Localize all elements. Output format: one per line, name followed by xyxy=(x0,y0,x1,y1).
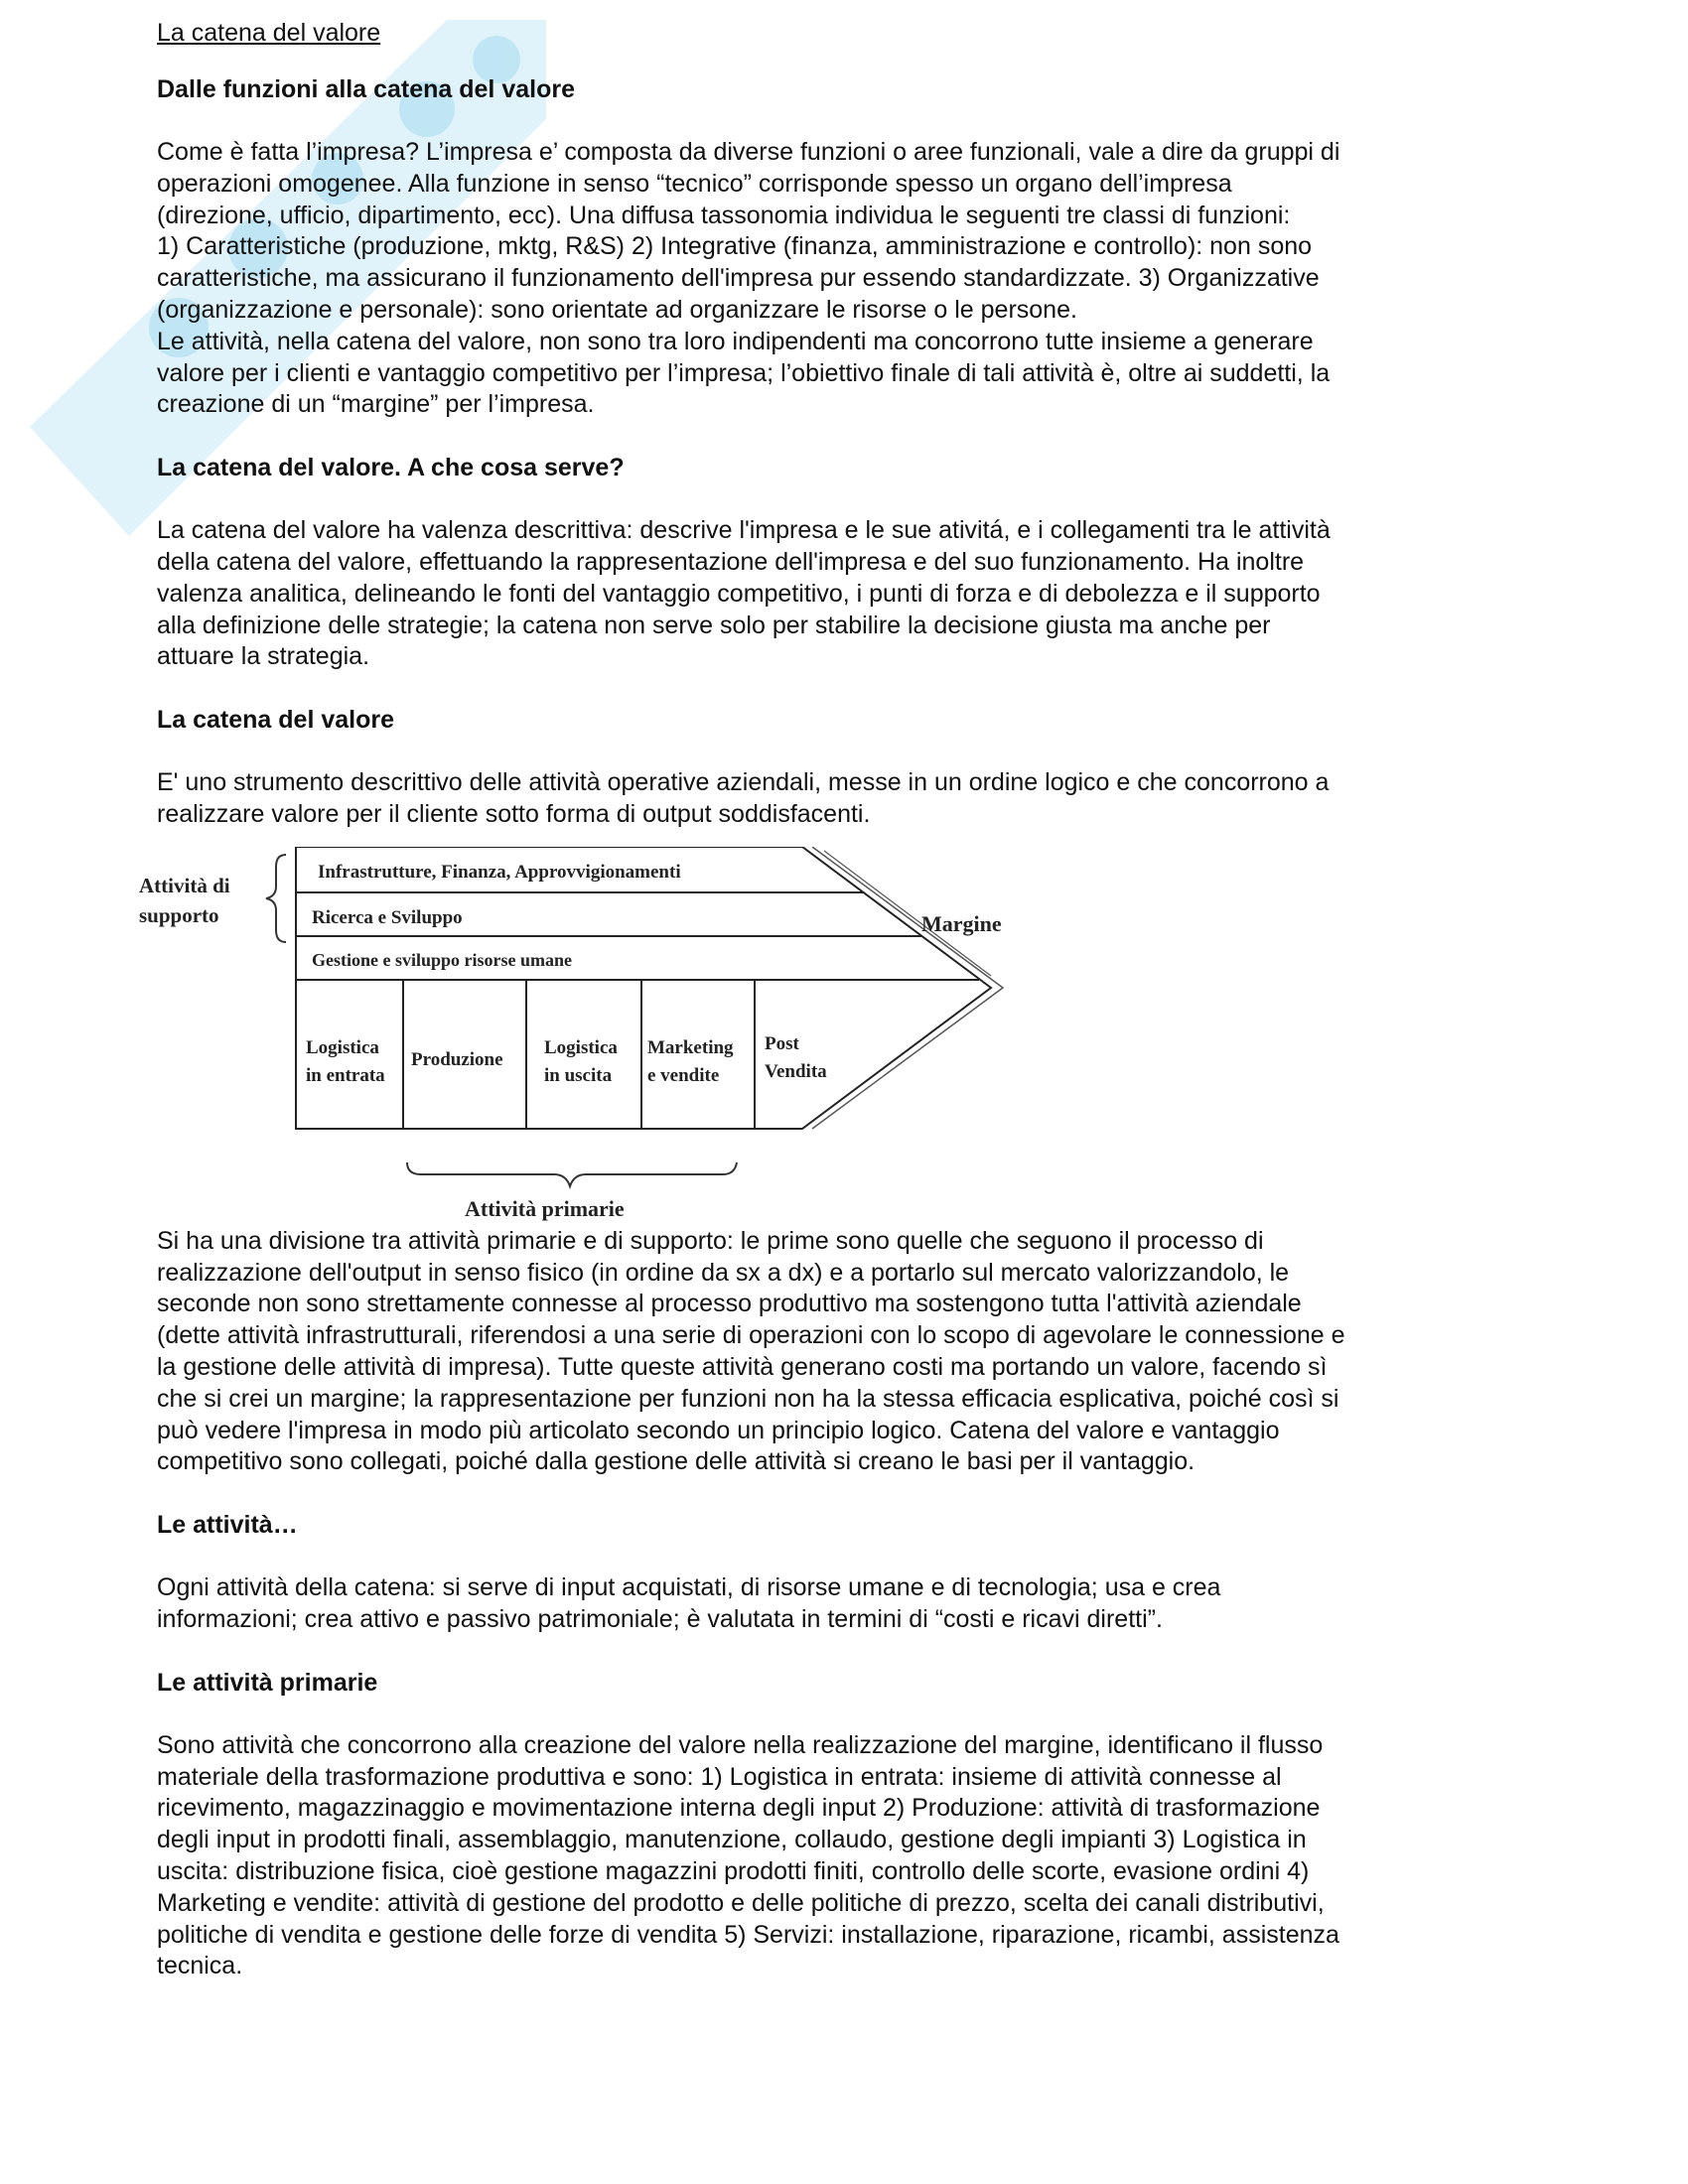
section-heading: La catena del valore xyxy=(157,706,395,735)
document-page xyxy=(139,18,1487,2014)
section-heading: Le attività primarie xyxy=(157,1668,378,1697)
primary-activity-label: in entrata xyxy=(306,1064,385,1086)
section-heading: Dalle funzioni alla catena del valore xyxy=(157,75,575,103)
primary-activity-label: Logistica xyxy=(306,1036,379,1058)
support-brace xyxy=(266,855,286,942)
support-row-label: Gestione e sviluppo risorse umane xyxy=(312,949,573,970)
margin-label: Margine xyxy=(921,910,1002,936)
section-heading: Le attività… xyxy=(157,1511,298,1540)
section-paragraph: E' uno strumento descrittivo delle attività operative aziendali, messe in un ordine logico e che concorrono a realizzare valore per il cliente sotto forma di output soddisfacenti. xyxy=(157,768,1330,828)
primary-activity-label: Logistica xyxy=(544,1036,618,1058)
section-paragraph: La catena del valore ha valenza descrittiva: descrive l'impresa e le sue ativitá, e i collegamenti tra le attività della catena del valore, effettuando la rappresentazione dell'impresa e del suo funzionamento. Ha inoltre valenza analitica, delineando le fonti del vantaggio competitivo, i punti di forza e di debolezza e il supporto alla definizione delle strategie; la catena non serve solo per stabilire la decisione giusta ma anche per attuare la strategia. xyxy=(157,516,1331,671)
primary-activity-label: Marketing xyxy=(647,1036,734,1058)
primary-activity-label: in uscita xyxy=(544,1064,613,1086)
section-heading: La catena del valore. A che cosa serve? xyxy=(157,454,625,482)
section-paragraph: Come è fatta l’impresa? L’impresa e’ composta da diverse funzioni o aree funzionali, vale a dire da gruppi di operazioni omogenee. Alla funzione in senso “tecnico” corrisponde spesso un organo dell’impresa (direzione, ufficio, dipartimento, ecc). Una diffusa tassonomia individua le seguenti tre classi di funzioni: 1) Caratteristiche (produzione, mktg, R&S) 2) Integrative (finanza, amministrazione e controllo): non sono caratteristiche, ma assicurano il funzionamento dell'impresa pur essendo standardizzate. 3) Organizzative (organizzazione e personale): sono orientate ad organizzare le risorse o le persone. Le attività, nella catena del valore, non sono tra loro indipendenti ma concorrono tutte insieme a generare valore per i clienti e vantaggio competitivo per l’impresa; l’obiettivo finale di tali attività è, oltre ai suddetti, la creazione di un “margine” per l’impresa. xyxy=(157,138,1340,419)
primary-activity-label: e vendite xyxy=(647,1064,720,1086)
primary-activity-label: Produzione xyxy=(411,1048,503,1070)
document-title: La catena del valore xyxy=(157,19,381,47)
section-paragraph: Ogni attività della catena: si serve di input acquistati, di risorse umane e di tecnologia; usa e crea informazioni; crea attivo e passivo patrimoniale; è valutata in termini di “costi e ricavi diretti”. xyxy=(157,1573,1221,1633)
primary-brace xyxy=(407,1162,737,1186)
value-chain-diagram xyxy=(137,847,1487,1226)
primary-label: Attività primarie xyxy=(465,1195,625,1221)
support-row-label: Ricerca e Sviluppo xyxy=(312,906,463,928)
value-chain-outline xyxy=(296,847,991,1129)
primary-activity-label: Post xyxy=(765,1032,799,1054)
section-paragraph: Sono attività che concorrono alla creazione del valore nella realizzazione del margine, identificano il flusso materiale della trasformazione produttiva e sono: 1) Logistica in entrata: insieme di attività connesse al ricevimento, magazzinaggio e movimentazione interna degli input 2) Produzione: attività di trasformazione degli input in prodotti finali, assemblaggio, manutenzione, collaudo, gestione degli impianti 3) Logistica in uscita: distribuzione fisica, cioè gestione magazzini prodotti finiti, controllo delle scorte, evasione ordini 4) Marketing e vendite: attività di gestione del prodotto e delle politiche di prezzo, scelta dei canali distributivi, politiche di vendita e gestione delle forze di vendita 5) Servizi: installazione, riparazione, ricambi, assistenza tecnica. xyxy=(157,1730,1339,1980)
support-row-label: Infrastrutture, Finanza, Approvvigionamenti xyxy=(318,861,681,883)
margin-chevron-line xyxy=(812,847,1003,1129)
support-label: supporto xyxy=(139,902,219,927)
primary-activity-label: Vendita xyxy=(765,1060,827,1082)
support-label: Attività di xyxy=(139,873,230,897)
section-paragraph: Si ha una divisione tra attività primarie e di supporto: le prime sono quelle che seguono il processo di realizzazione dell'output in senso fisico (in ordine da sx a dx) e a portarlo sul mercato valorizzandolo, le seconde non sono strettamente connesse al processo produttivo ma sostengono tutta l'attività aziendale (dette attività infrastrutturali, riferendosi a una serie di operazioni con lo scopo di agevolare le connessione e la gestione delle attività di impresa). Tutte queste attività generano costi ma portando un valore, facendo sì che si crei un margine; la rappresentazione per funzioni non ha la stessa efficacia esplicativa, poiché così si può vedere l'impresa in modo più articolato secondo un principio logico. Catena del valore e vantaggio competitivo sono collegati, poiché dalla gestione delle attività si creano le basi per il vantaggio. xyxy=(157,1226,1345,1476)
